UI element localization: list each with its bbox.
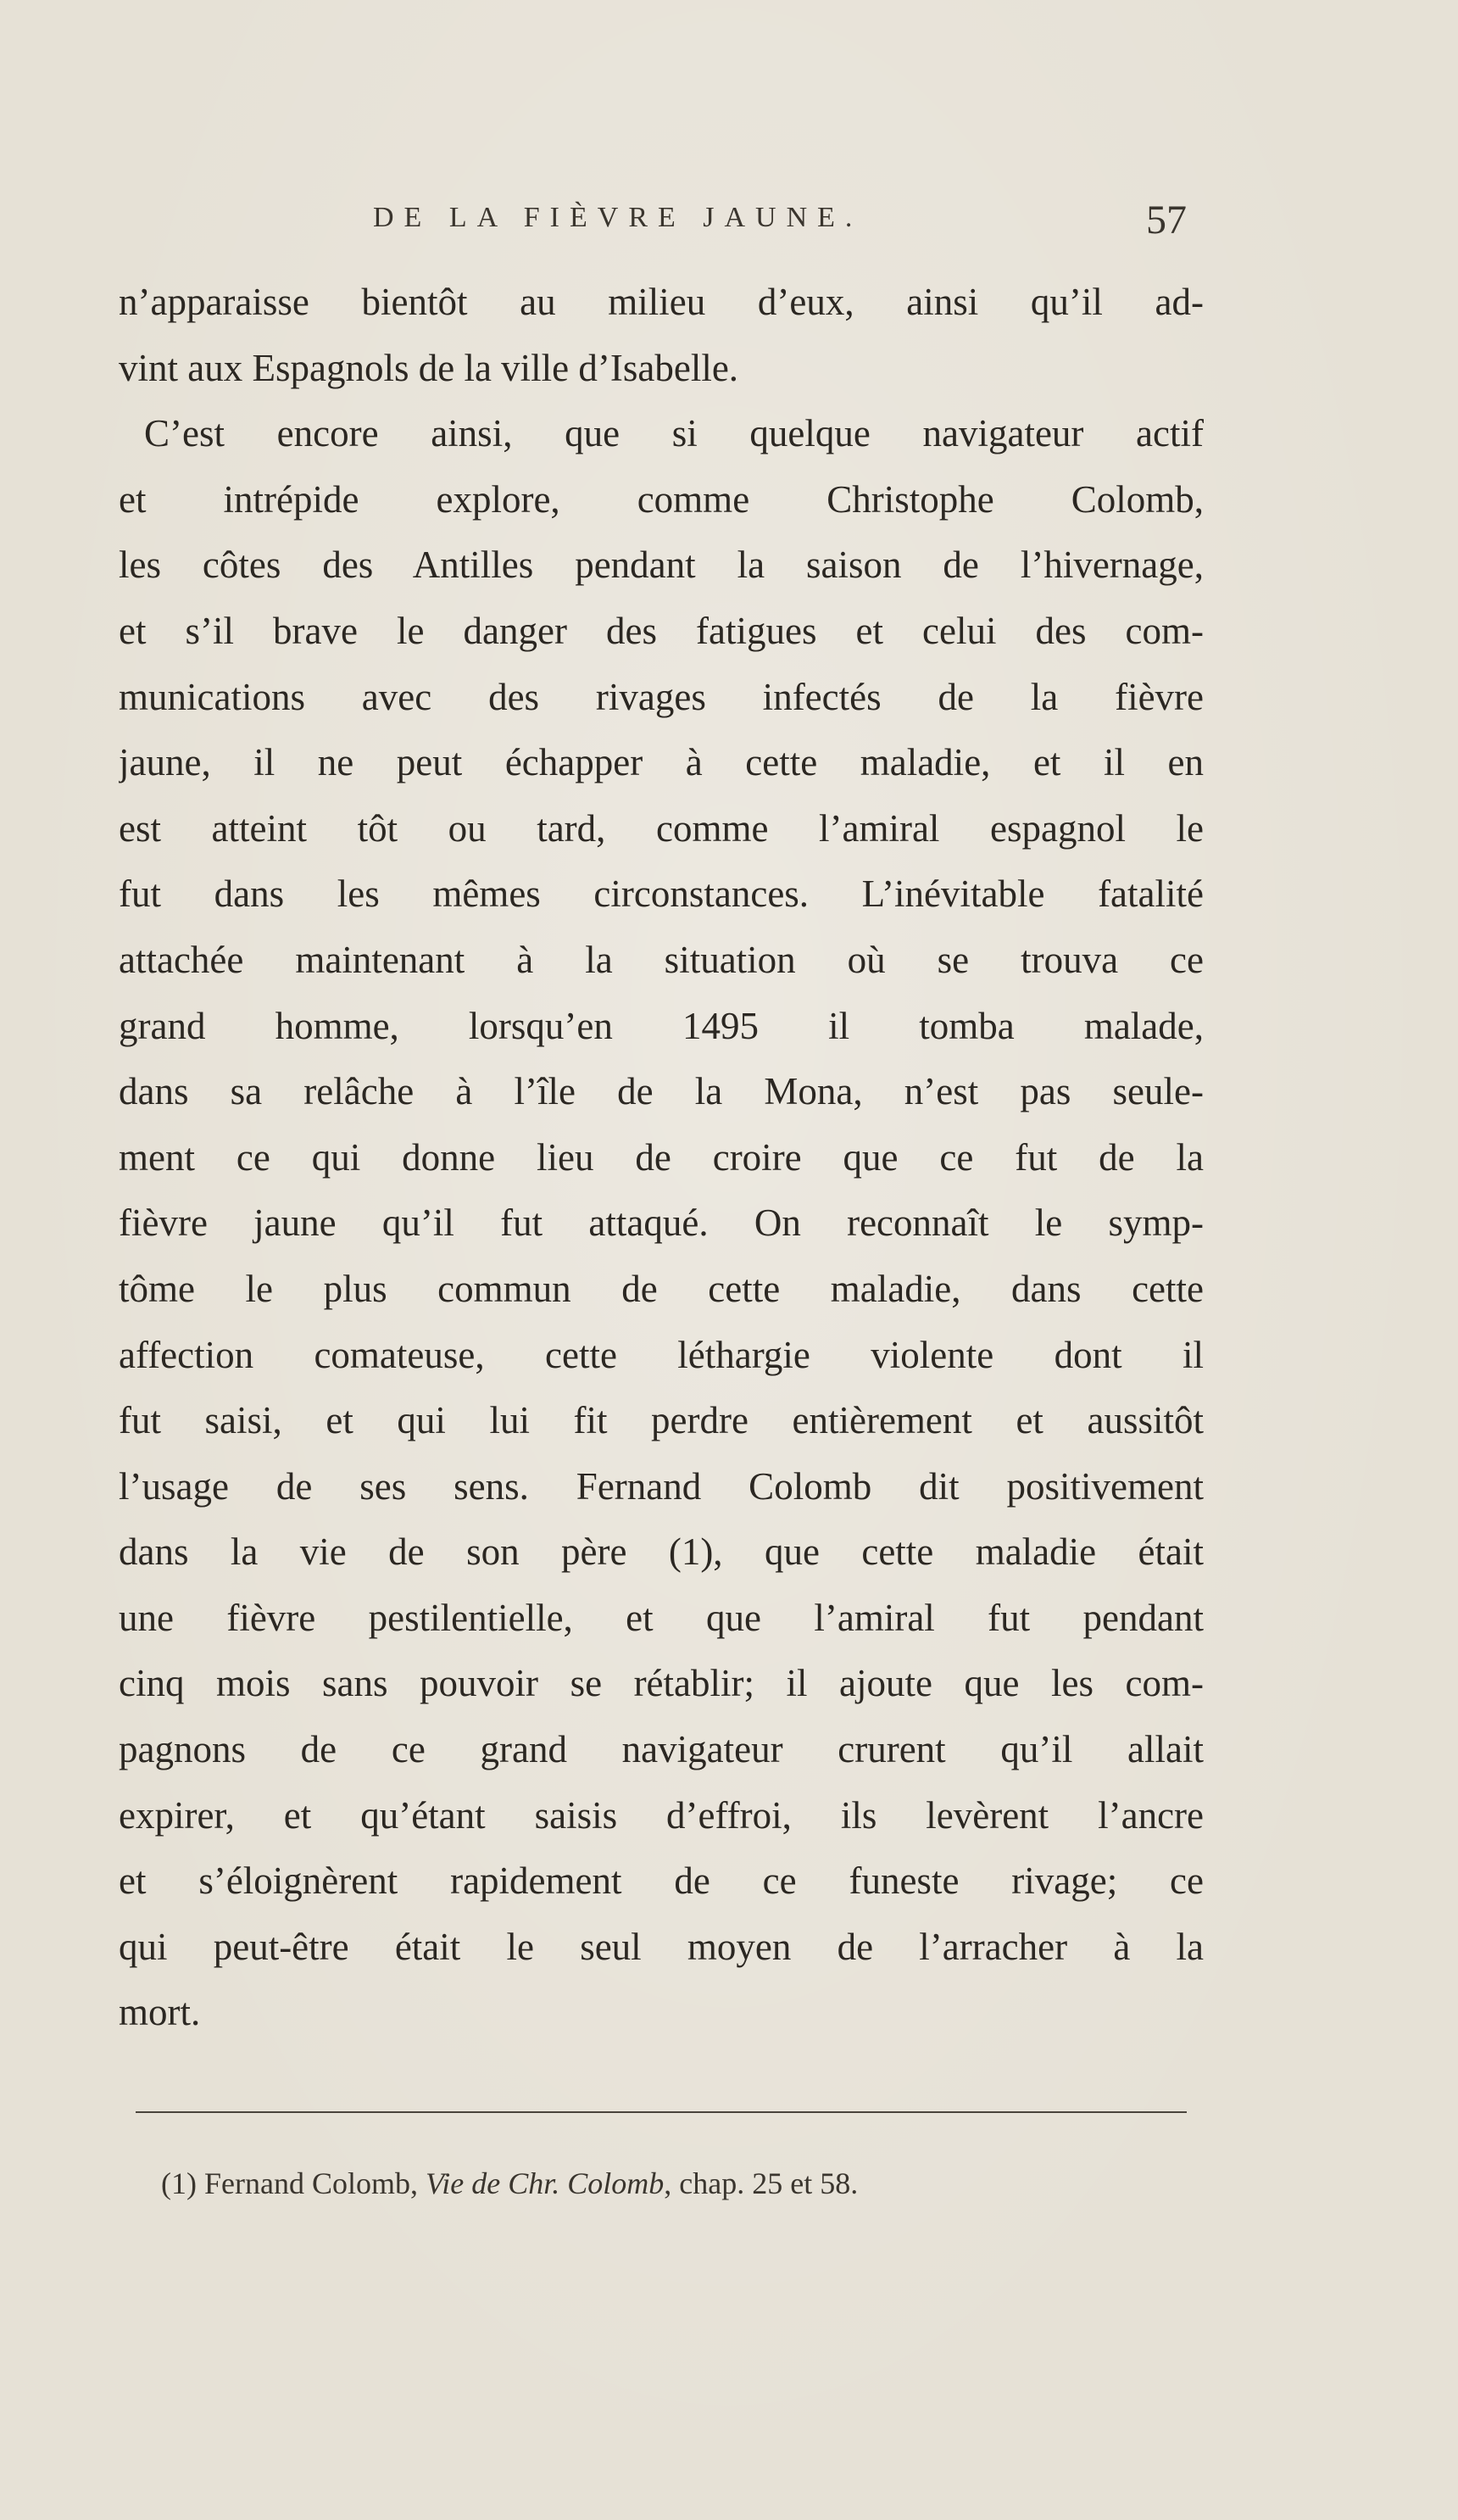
text-line: munications avec des rivages infectés de la fièvre — [119, 675, 1204, 718]
text-line: ment ce qui donne lieu de croire que ce fut de la — [119, 1135, 1204, 1179]
page-header — [373, 198, 1187, 261]
text-line: mort. — [119, 1991, 201, 2034]
footnote-marker: (1) — [161, 2166, 197, 2200]
text-line: une fièvre pestilentielle, et que l’amiral fut pendant — [119, 1596, 1204, 1639]
text-line: fut saisi, et qui lui fit perdre entièrement et aussitôt — [119, 1399, 1204, 1442]
text-line: est atteint tôt ou tard, comme l’amiral espagnol le — [119, 806, 1204, 850]
text-line: cinq mois sans pouvoir se rétablir; il ajoute que les com- — [119, 1662, 1204, 1705]
text-line: fièvre jaune qu’il fut attaqué. On reconnaît le symp- — [119, 1201, 1204, 1245]
text-line: et intrépide explore, comme Christophe Colomb, — [119, 477, 1204, 521]
text-line: fut dans les mêmes circonstances. L’inévitable fatalité — [119, 873, 1204, 916]
text-line: qui peut-être était le seul moyen de l’arracher à la — [119, 1925, 1204, 1968]
text-line: vint aux Espagnols de la ville d’Isabelle. — [119, 346, 739, 389]
text-line: dans sa relâche à l’île de la Mona, n’est pas seule- — [119, 1070, 1204, 1113]
text-line: jaune, il ne peut échapper à cette maladie, et il en — [119, 741, 1204, 784]
footnote — [161, 2166, 858, 2201]
text-line: grand homme, lorsqu’en 1495 il tomba malade, — [119, 1004, 1204, 1047]
text-line: l’usage de ses sens. Fernand Colomb dit positivement — [119, 1464, 1204, 1508]
footnote-author: Fernand Colomb, — [203, 2166, 418, 2200]
text-line: et s’éloignèrent rapidement de ce funeste rivage; ce — [119, 1859, 1204, 1903]
text-line: expirer, et qu’étant saisis d’effroi, ils levèrent l’ancre — [119, 1793, 1204, 1837]
body-text — [119, 270, 1204, 2046]
text-line: C’est encore ainsi, que si quelque navigateur actif — [144, 412, 1204, 455]
footnote-ref: , chap. 25 et 58. — [664, 2166, 859, 2200]
running-title: DE LA FIÈVRE JAUNE. — [373, 202, 863, 233]
footnote-rule — [136, 2111, 1187, 2113]
text-line: n’apparaisse bientôt au milieu d’eux, ainsi qu’il ad- — [119, 281, 1204, 323]
text-line: tôme le plus commun de cette maladie, dans cette — [119, 1267, 1204, 1310]
text-line: les côtes des Antilles pendant la saison de l’hivernage, — [119, 544, 1204, 587]
text-line: attachée maintenant à la situation où se trouva ce — [119, 938, 1204, 981]
text-line: et s’il brave le danger des fatigues et celui des com- — [119, 609, 1204, 652]
footnote-title: Vie de Chr. Colomb — [425, 2166, 665, 2200]
text-line: affection comateuse, cette léthargie violente dont il — [119, 1333, 1204, 1376]
page-number: 57 — [1146, 198, 1187, 243]
text-line: pagnons de ce grand navigateur crurent qu’il allait — [119, 1728, 1204, 1771]
text-line: dans la vie de son père (1), que cette maladie était — [119, 1530, 1204, 1574]
